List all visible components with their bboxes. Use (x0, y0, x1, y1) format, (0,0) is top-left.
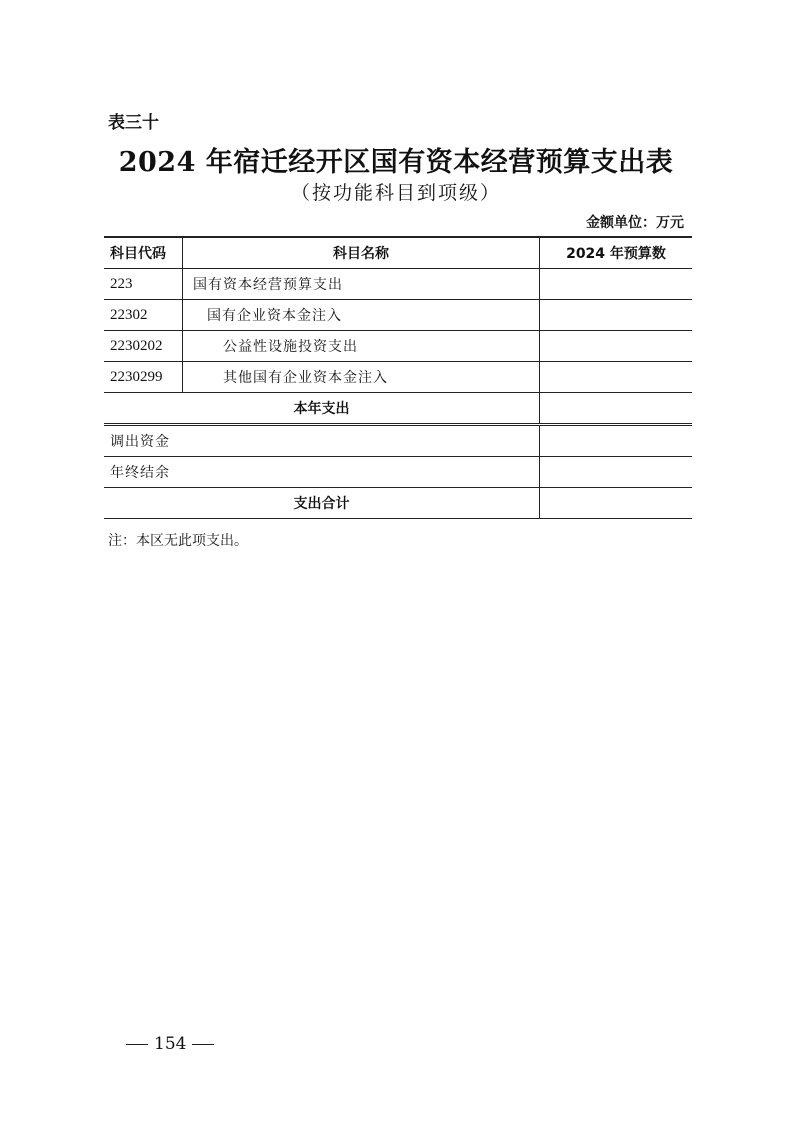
transfer-out-amount (540, 425, 693, 457)
row-amount (540, 269, 693, 300)
row-name: 国有资本经营预算支出 (183, 269, 540, 300)
row-name: 公益性设施投资支出 (183, 331, 540, 362)
row-amount (540, 331, 693, 362)
year-end-balance-label: 年终结余 (104, 457, 540, 488)
table-row (104, 331, 692, 362)
subtotal-amount (540, 393, 693, 425)
table-row (104, 457, 692, 488)
page-dash-left (126, 1044, 148, 1045)
total-label: 支出合计 (104, 488, 540, 519)
row-amount (540, 300, 693, 331)
column-header-amount: 2024 年预算数 (540, 237, 693, 269)
page-title: 2024 年宿迁经开区国有资本经营预算支出表 (118, 147, 674, 178)
table-label: 表三十 (108, 113, 159, 133)
table-row (104, 425, 692, 457)
budget-table (104, 236, 692, 519)
row-code: 223 (104, 269, 183, 300)
footnote: 注：本区无此项支出。 (108, 533, 248, 549)
table-row (104, 269, 692, 300)
page-number-text: 154 (154, 1034, 187, 1054)
total-row (104, 488, 692, 519)
column-header-code: 科目代码 (104, 237, 183, 269)
row-code: 2230299 (104, 362, 183, 393)
unit-label: 金额单位：万元 (586, 215, 684, 231)
row-amount (540, 362, 693, 393)
table-header-row (104, 237, 692, 269)
row-code: 2230202 (104, 331, 183, 362)
row-name: 其他国有企业资本金注入 (183, 362, 540, 393)
page-dash-right (192, 1044, 214, 1045)
row-name: 国有企业资本金注入 (183, 300, 540, 331)
row-code: 22302 (104, 300, 183, 331)
table-row (104, 362, 692, 393)
page-subtitle: （按功能科目到项级） (290, 182, 501, 204)
table-row (104, 300, 692, 331)
year-end-balance-amount (540, 457, 693, 488)
subtotal-label: 本年支出 (104, 393, 540, 425)
total-amount (540, 488, 693, 519)
transfer-out-label: 调出资金 (104, 425, 540, 457)
page-number (120, 1034, 220, 1054)
column-header-name: 科目名称 (183, 237, 540, 269)
subtotal-row (104, 393, 692, 425)
